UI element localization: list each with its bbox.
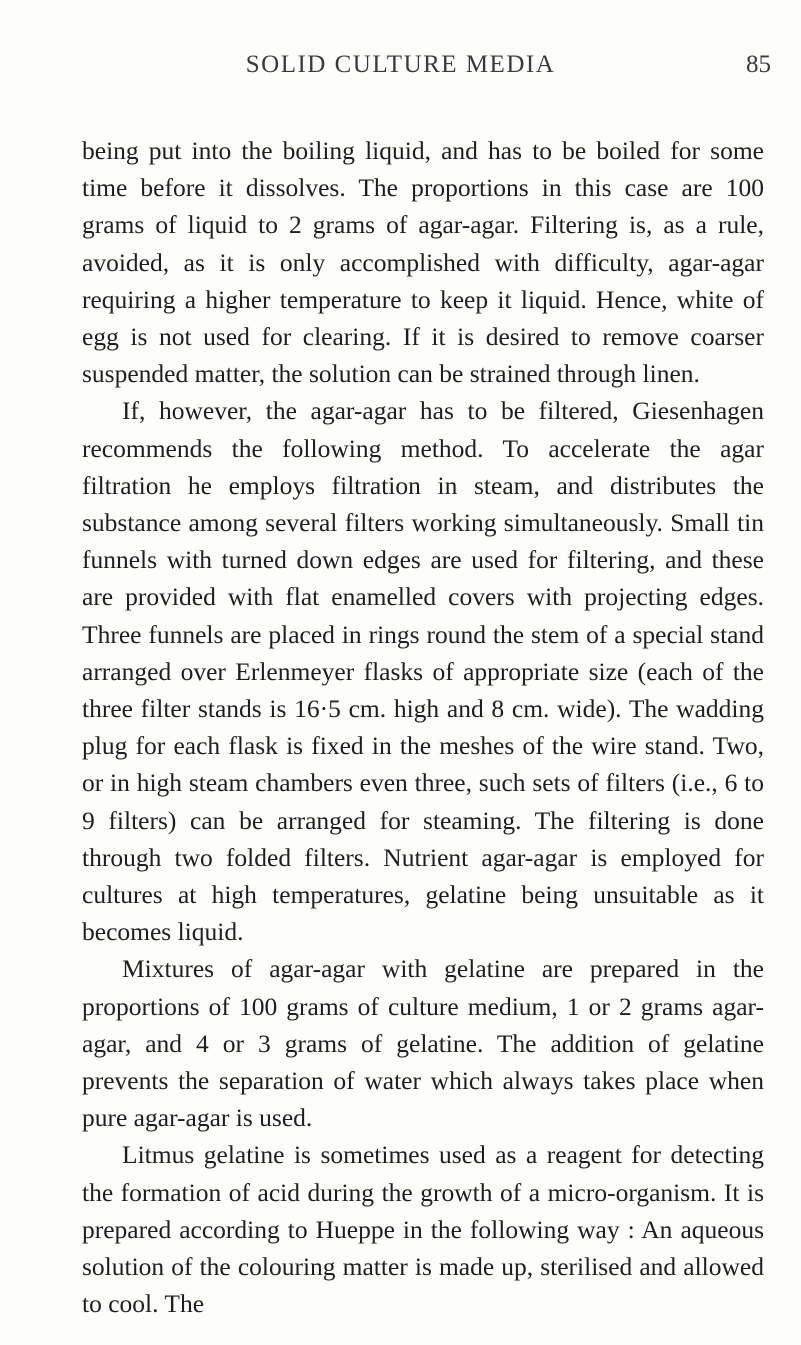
paragraph-agar-gelatine-mixtures: Mixtures of agar-agar with gelatine are prepared in the proportions of 100 grams of culture medium, 1 or 2 grams agar-agar, and 4 or 3 grams of gelatine. The addition of gelatine prevents the separation of water which always takes place when pure agar-agar is used. [82, 954, 764, 1133]
paragraph-agar-boiling: being put into the boiling liquid, and has to be boiled for some time before it dissolves. The proportions in this case are 100 grams of liquid to 2 grams of agar-agar. Filtering is, as a rule, avoided, as it is only accomplished with difficulty, agar-agar requiring a higher temperature to keep it liquid. Hence, white of egg is not used for clearing. If it is desired to remove coarser suspended matter, the solution can be strained through linen. [82, 136, 764, 389]
paragraph-giesenhagen-filtration: If, however, the agar-agar has to be filtered, Giesenhagen recommends the following method. To accelerate the agar filtration he employs filtration in steam, and distributes the substance among several filters working simultaneously. Small tin funnels with turned down edges are used for filtering, and these are provided with flat enamelled covers with projecting edges. Three funnels are placed in rings round the stem of a special stand arranged over Erlenmeyer flasks of appropriate size (each of the three filter stands is 16·5 cm. high and 8 cm. wide). The wadding plug for each flask is fixed in the meshes of the wire stand. Two, or in high steam chambers even three, such sets of filters (i.e., 6 to 9 filters) can be arranged for steaming. The filtering is done through two folded filters. Nutrient agar-agar is employed for cultures at high temperatures, gelatine being unsuitable as it becomes liquid. [82, 396, 764, 947]
running-head [0, 40, 801, 90]
paragraph-litmus-gelatine: Litmus gelatine is sometimes used as a reagent for detecting the formation of acid during the growth of a micro-organism. It is prepared according to Hueppe in the following way : An aqueous solution of the colouring matter is made up, sterilised and allowed to cool. The [82, 1140, 764, 1319]
page-number: 85 [746, 51, 771, 78]
running-title: SOLID CULTURE MEDIA [245, 51, 556, 78]
body-text [82, 132, 764, 1323]
